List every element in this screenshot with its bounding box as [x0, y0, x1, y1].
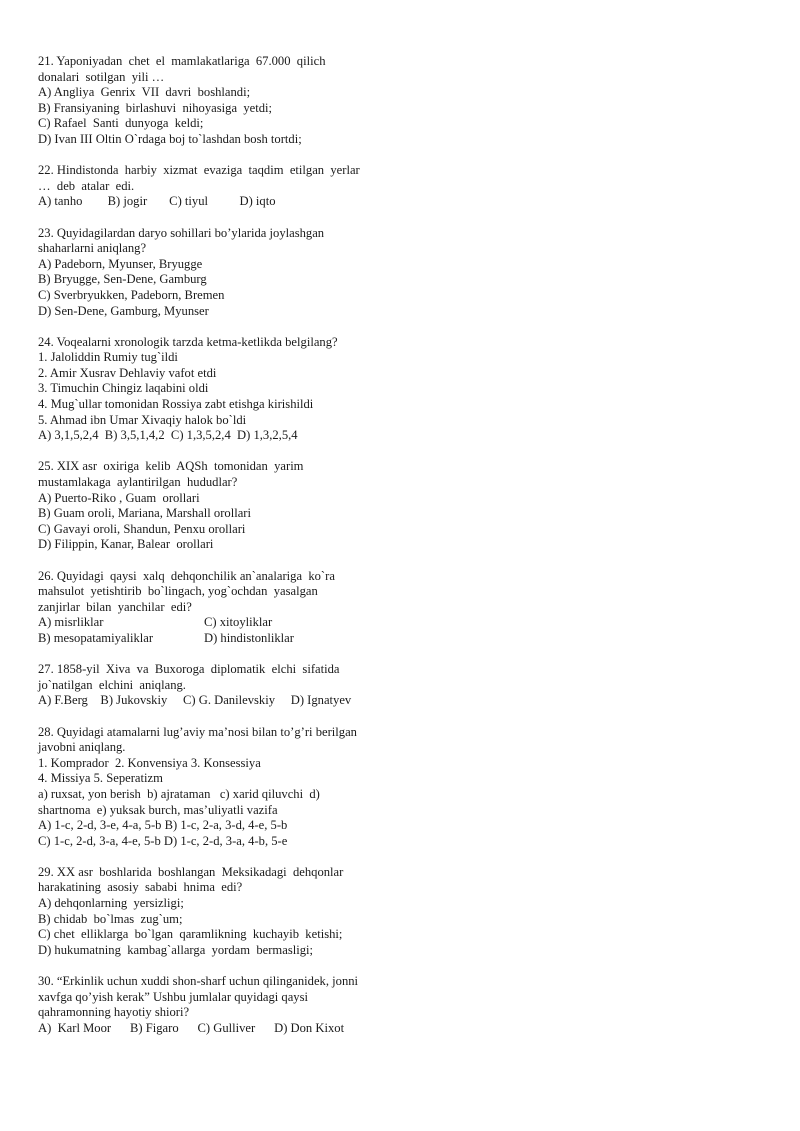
answer-line: 1. Komprador 2. Konvensiya 3. Konsessiya [38, 755, 261, 770]
answer-line: 2. Amir Xusrav Dehlaviy vafot etdi [38, 365, 217, 380]
answer-line: C) Rafael Santi dunyoga keldi; [38, 116, 204, 131]
answer-line: 3. Timuchin Chingiz laqabini oldi [38, 381, 209, 396]
answer-line: A) Puerto-Riko , Guam orollari [38, 490, 200, 505]
question-stem-line: qahramonning hayotiy shiori? [38, 1005, 190, 1020]
question-stem-line: 26. Quyidagi qaysi xalq dehqonchilik an`analariga ko`ra [38, 568, 335, 583]
question-stem-line: … deb atalar edi. [38, 178, 135, 193]
answer-line: A) F.Berg B) Jukovskiy C) G. Danilevskiy D) Ignatyev [38, 693, 352, 708]
question-stem-line: 23. Quyidagilardan daryo sohillari bo’ylarida joylashgan [38, 225, 325, 240]
answer-line: A) 3,1,5,2,4 B) 3,5,1,4,2 C) 1,3,5,2,4 D) 1,3,2,5,4 [38, 428, 298, 443]
question-stem-line: zanjirlar bilan yanchilar edi? [38, 599, 192, 614]
answer-line: B) Fransiyaning birlashuvi nihoyasiga yetdi; [38, 100, 273, 115]
question-stem-line: 30. “Erkinlik uchun xuddi shon-sharf uchun qilinganidek, jonni [38, 974, 359, 989]
answer-row [38, 631, 398, 647]
answer-line: C) 1-c, 2-d, 3-a, 4-e, 5-b D) 1-c, 2-d, 3-a, 4-b, 5-e [38, 833, 288, 848]
answer-option: A) misrliklar [38, 615, 104, 630]
answer-line: B) Bryugge, Sen-Dene, Gamburg [38, 272, 207, 287]
question-stem-line: harakatining asosiy sababi hnima edi? [38, 880, 243, 895]
answer-option: C) xitoyliklar [204, 615, 273, 630]
question-block [38, 662, 398, 709]
question-stem-line: 28. Quyidagi atamalarni lug’aviy ma’nosi bilan to’g’ri berilgan [38, 724, 357, 739]
answer-line: A) tanho B) jogir C) tiyul D) iqto [38, 194, 276, 209]
question-block [38, 335, 398, 444]
answer-line: C) chet elliklarga bo`lgan qaramlikning kuchayib ketishi; [38, 927, 343, 942]
question-block [38, 725, 398, 850]
answer-line: 5. Ahmad ibn Umar Xivaqiy halok bo`ldi [38, 412, 247, 427]
answer-line: a) ruxsat, yon berish b) ajrataman c) xarid qiluvchi d) [38, 786, 320, 801]
answer-line: A) Karl Moor B) Figaro C) Gulliver D) Don Kixot [38, 1020, 345, 1035]
question-block [38, 54, 398, 148]
question-stem-line: javobni aniqlang. [38, 740, 126, 755]
answer-line: 1. Jaloliddin Rumiy tug`ildi [38, 350, 178, 365]
question-stem-line: xavfga qo’yish kerak” Ushbu jumlalar quyidagi qaysi [38, 989, 308, 1004]
question-block [38, 974, 398, 1036]
question-stem-line: 27. 1858-yil Xiva va Buxoroga diplomatik elchi sifatida [38, 662, 340, 677]
question-stem-line: shaharlarni aniqlang? [38, 241, 147, 256]
question-stem-line: mahsulot yetishtirib bo`lingach, yog`ochdan yasalgan [38, 584, 318, 599]
answer-line: B) chidab bo`lmas zug`um; [38, 911, 183, 926]
answer-line: A) 1-c, 2-d, 3-e, 4-a, 5-b B) 1-c, 2-a, 3-d, 4-e, 5-b [38, 818, 288, 833]
question-stem-line: donalari sotilgan yili … [38, 69, 165, 84]
question-block [38, 226, 398, 320]
answer-line: D) Sen-Dene, Gamburg, Myunser [38, 303, 209, 318]
answer-line: 4. Missiya 5. Seperatizm [38, 771, 163, 786]
question-stem-line: 25. XIX asr oxiriga kelib AQSh tomonidan yarim [38, 459, 304, 474]
question-block [38, 459, 398, 553]
answer-line: shartnoma e) yuksak burch, mas’uliyatli vazifa [38, 802, 278, 817]
answer-line: D) Ivan III Oltin O`rdaga boj to`lashdan bosh tortdi; [38, 131, 302, 146]
question-stem-line: 24. Voqealarni xronologik tarzda ketma-ketlikda belgilang? [38, 334, 338, 349]
answer-line: C) Gavayi oroli, Shandun, Penxu orollari [38, 521, 246, 536]
question-stem-line: 21. Yaponiyadan chet el mamlakatlariga 67.000 qilich [38, 54, 326, 68]
answer-line: A) dehqonlarning yersizligi; [38, 896, 184, 911]
question-stem-line: mustamlakaga aylantirilgan hududlar? [38, 475, 238, 490]
answer-option: B) mesopatamiyaliklar [38, 630, 154, 645]
question-block [38, 163, 398, 210]
answer-line: C) Sverbryukken, Padeborn, Bremen [38, 287, 225, 302]
answer-row [38, 615, 398, 631]
test-page [38, 54, 398, 1052]
question-block [38, 865, 398, 959]
answer-line: 4. Mug`ullar tomonidan Rossiya zabt etishga kirishildi [38, 397, 314, 412]
answer-line: D) Filippin, Kanar, Balear orollari [38, 537, 214, 552]
question-stem-line: 29. XX asr boshlarida boshlangan Meksikadagi dehqonlar [38, 864, 344, 879]
question-block [38, 569, 398, 647]
question-stem-line: 22. Hindistonda harbiy xizmat evaziga taqdim etilgan yerlar [38, 163, 360, 178]
answer-line: A) Padeborn, Myunser, Bryugge [38, 256, 203, 271]
answer-line: A) Angliya Genrix VII davri boshlandi; [38, 85, 251, 100]
answer-option: D) hindistonliklar [204, 630, 294, 645]
answer-line: B) Guam oroli, Mariana, Marshall orollari [38, 506, 251, 521]
question-stem-line: jo`natilgan elchini aniqlang. [38, 677, 186, 692]
answer-line: D) hukumatning kambag`allarga yordam bermasligi; [38, 942, 314, 957]
